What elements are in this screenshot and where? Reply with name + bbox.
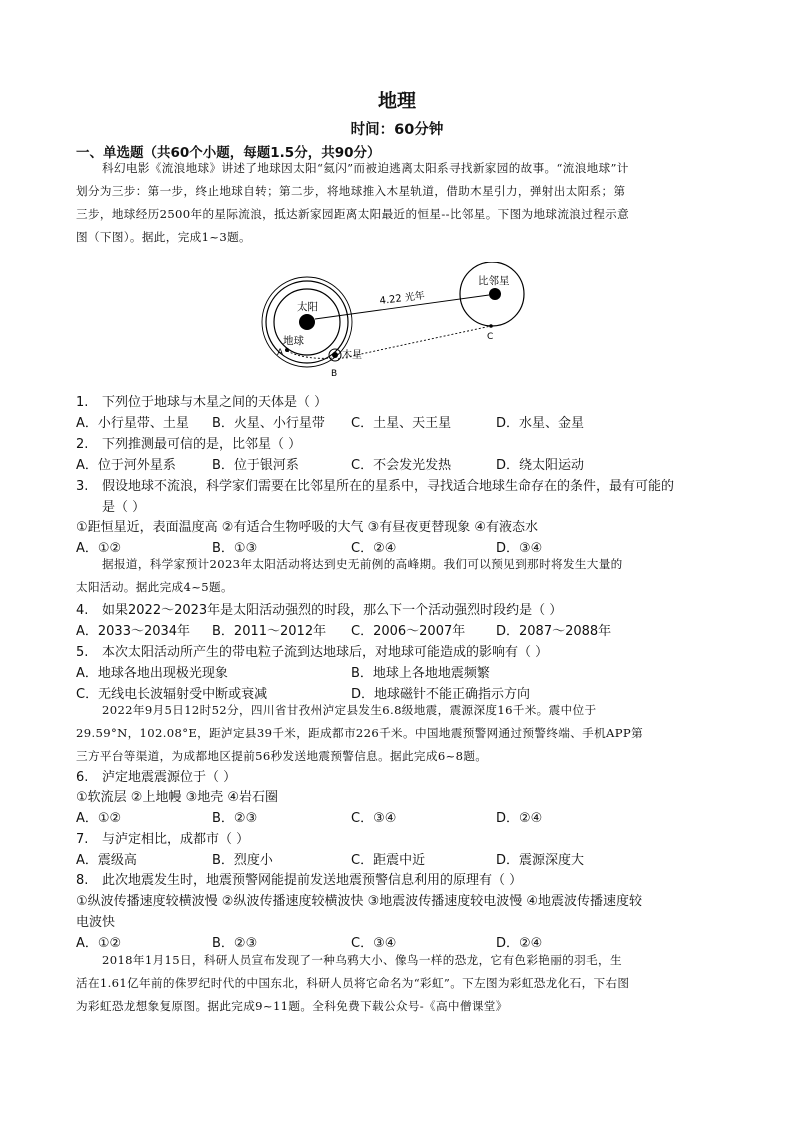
intro1-line: 划分为三步：第一步，终止地球自转；第二步，将地球推入木星轨道，借助木星引力，弹射出太阳系；第	[76, 184, 626, 198]
question-number: 6.	[76, 770, 89, 785]
question-text-continued: 是（ ）	[102, 500, 146, 515]
question-text: 如果2022～2023年是太阳活动强烈的时段，那么下一个活动强烈时段约是（ ）	[102, 603, 563, 618]
q8-statements-continued: 电波快	[76, 915, 116, 930]
point-a-label: A	[277, 348, 284, 358]
option-d[interactable]: D．地球磁针不能正确指示方向	[351, 687, 531, 702]
intro1-line: 科幻电影《流浪地球》讲述了地球因太阳“氦闪”而被迫逃离太阳系寻找新家园的故事。“流浪地球”计	[102, 161, 629, 175]
option-c[interactable]: C．距震中近	[351, 853, 426, 868]
intro4-line: 2018年1月15日，科研人员宣布发现了一种乌鸦大小、像鸟一样的恐龙，它有色彩艳丽的羽毛，生	[102, 953, 622, 967]
question-text: 下列推测最可信的是，比邻星（ ）	[102, 437, 302, 452]
option-d[interactable]: D．绕太阳运动	[496, 458, 585, 473]
proxima-star	[489, 288, 501, 300]
option-b[interactable]: B．②③	[212, 811, 258, 826]
question-text: 本次太阳活动所产生的带电粒子流到达地球后，对地球可能造成的影响有（ ）	[102, 645, 549, 660]
q6-statements: ①软流层 ②上地幔 ③地壳 ④岩石圈	[76, 790, 279, 805]
question-7	[76, 828, 249, 847]
intro4-line: 活在1.61亿年前的侏罗纪时代的中国东北，科研人员将它命名为“彩虹”。下左图为彩虹恐龙化石，下右图	[76, 976, 630, 990]
question-3	[76, 475, 674, 494]
intro3-line: 三方平台等渠道，为成都地区提前56秒发送地震预警信息。据此完成6~8题。	[76, 749, 488, 763]
q3-statements: ①距恒星近，表面温度高 ②有适合生物呼吸的大气 ③有昼夜更替现象 ④有液态水	[76, 520, 539, 535]
option-b[interactable]: B．位于银河系	[212, 458, 299, 473]
exam-time: 时间：60分钟	[350, 122, 444, 138]
sun-label: 太阳	[297, 301, 318, 313]
q6-options	[76, 807, 726, 827]
question-number: 8.	[76, 873, 89, 888]
option-d[interactable]: D．水星、金星	[496, 416, 585, 431]
question-text: 泸定地震震源位于（ ）	[102, 770, 237, 785]
section-heading: 一、单选题（共60个小题，每题1.5分，共90分）	[76, 145, 381, 161]
option-b[interactable]: B．烈度小	[212, 853, 273, 868]
option-b[interactable]: B．①③	[212, 541, 258, 556]
question-8	[76, 869, 522, 888]
option-d[interactable]: D．2087～2088年	[496, 624, 612, 639]
question-number: 3.	[76, 479, 89, 494]
option-a[interactable]: A．①②	[76, 936, 122, 951]
option-a[interactable]: A．地球各地出现极光现象	[76, 666, 228, 681]
point-b-label: B	[331, 369, 338, 379]
q5-options-row1	[76, 662, 726, 682]
q4-options	[76, 620, 726, 640]
question-text: 此次地震发生时，地震预警网能提前发送地震预警信息利用的原理有（ ）	[102, 873, 523, 888]
q2-options	[76, 454, 726, 474]
option-c[interactable]: C．③④	[351, 936, 397, 951]
option-d[interactable]: D．②④	[496, 811, 543, 826]
option-b[interactable]: B．地球上各地地震频繁	[351, 666, 490, 681]
question-2	[76, 433, 301, 452]
question-5	[76, 641, 548, 660]
option-d[interactable]: D．震源深度大	[496, 853, 585, 868]
option-a[interactable]: A．小行星带、土星	[76, 416, 189, 431]
option-b[interactable]: B．2011～2012年	[212, 624, 327, 639]
jupiter-label: 木星	[342, 350, 362, 361]
intro-paragraph-4	[76, 949, 719, 1018]
intro3-line: 2022年9月5日12时52分，四川省甘孜州泸定县发生6.8级地震，震源深度16千米。震中位于	[102, 703, 597, 717]
question-text: 假设地球不流浪，科学家们需要在比邻星所在的星系中，寻找适合地球生命存在的条件，最有可能的	[102, 479, 675, 494]
q8-statements: ①纵波传播速度较横波慢 ②纵波传播速度较横波快 ③地震波传播速度较电波慢 ④地震波传播速度较	[76, 894, 643, 909]
question-6	[76, 766, 236, 785]
intro1-line: 三步，地球经历2500年的星际流浪，抵达新家园距离太阳最近的恒星--比邻星。下图为地球流浪过程示意	[76, 207, 630, 221]
question-4	[76, 599, 562, 618]
question-number: 2.	[76, 437, 89, 452]
question-number: 7.	[76, 832, 89, 847]
option-c[interactable]: C．2006～2007年	[351, 624, 466, 639]
intro3-line: 29.59°N，102.08°E，距泸定县39千米，距成都市226千米。中国地震预警网通过预警终端、手机APP第	[76, 726, 644, 740]
option-a[interactable]: A．①②	[76, 541, 122, 556]
distance-label: 4.22 光年	[379, 290, 426, 307]
question-1	[76, 391, 327, 410]
point-c	[489, 324, 493, 328]
option-a[interactable]: A．震级高	[76, 853, 137, 868]
page-title: 地理	[377, 90, 416, 112]
q7-options	[76, 849, 726, 869]
question-number: 1.	[76, 395, 89, 410]
option-c[interactable]: C．不会发光发热	[351, 458, 452, 473]
question-text: 与泸定相比，成都市（ ）	[102, 832, 250, 847]
sun	[299, 314, 315, 330]
intro-paragraph-2	[76, 553, 719, 599]
option-d[interactable]: D．②④	[496, 936, 543, 951]
intro-paragraph-1	[76, 157, 719, 249]
option-d[interactable]: D．③④	[496, 541, 543, 556]
question-text: 下列位于地球与木星之间的天体是（ ）	[102, 395, 328, 410]
earth-label: 地球	[283, 335, 304, 347]
option-a[interactable]: A．位于河外星系	[76, 458, 176, 473]
option-a[interactable]: A．①②	[76, 811, 122, 826]
option-a[interactable]: A．2033～2034年	[76, 624, 191, 639]
option-c[interactable]: C．土星、天王星	[351, 416, 452, 431]
option-b[interactable]: B．②③	[212, 936, 258, 951]
q1-options	[76, 412, 726, 432]
point-c-label: C	[487, 332, 494, 342]
question-number: 4.	[76, 603, 89, 618]
intro2-line: 太阳活动。据此完成4~5题。	[76, 580, 233, 594]
earth-wandering-diagram	[260, 262, 530, 382]
intro-paragraph-3	[76, 699, 719, 768]
intro4-line: 为彩虹恐龙想象复原图。据此完成9~11题。全科免费下载公众号-《高中僧课堂》	[76, 999, 508, 1013]
option-c[interactable]: C．③④	[351, 811, 397, 826]
proxima-label: 比邻星	[478, 275, 510, 287]
question-number: 5.	[76, 645, 89, 660]
option-c[interactable]: C．②④	[351, 541, 397, 556]
option-c[interactable]: C．无线电长波辐射受中断或衰减	[76, 687, 268, 702]
jupiter	[332, 352, 338, 358]
intro1-line: 图（下图）。据此，完成1~3题。	[76, 230, 251, 244]
option-b[interactable]: B．火星、小行星带	[212, 416, 325, 431]
intro2-line: 据报道，科学家预计2023年太阳活动将达到史无前例的高峰期。我们可以预见到那时将发生大量的	[102, 557, 623, 571]
